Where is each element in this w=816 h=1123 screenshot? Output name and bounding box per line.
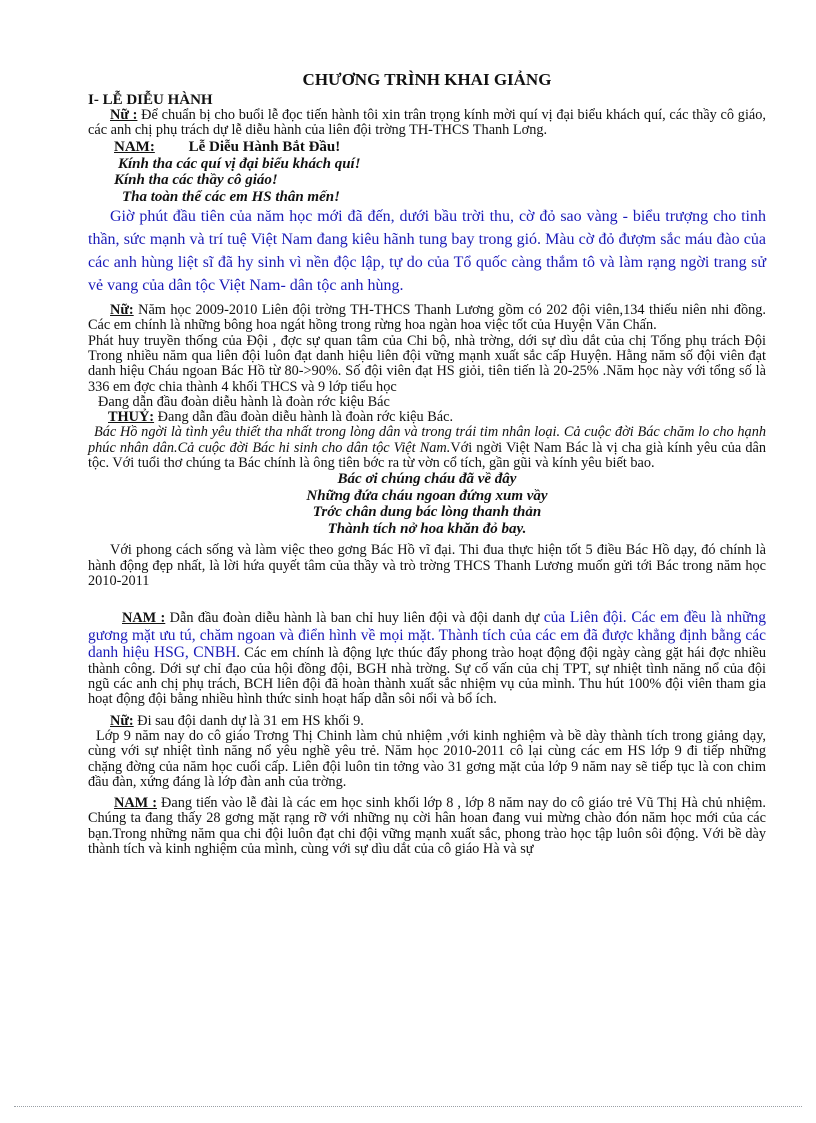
poem-line: Trớc chân dung bác lòng thanh thản bbox=[312, 504, 542, 521]
page-bottom-divider bbox=[14, 1106, 802, 1107]
speaker-label: Nữ: bbox=[110, 302, 134, 319]
section-heading: I- LỄ DIỄU HÀNH bbox=[88, 92, 213, 108]
greeting-line: Kính tha các thầy cô giáo! bbox=[114, 172, 278, 189]
paragraph-grade8: NAM : Đang tiến vào lễ đài là các em học sinh khối lớp 8 , lớp 8 năm nay do cô giáo trẻ Vũ Thị Hà chủ nhiệm. Chúng ta đang thấy 28 gơng mặt rạng rỡ với những nụ cời hân hoan đang vui mừng chào đón năm học mới của các bạn.Trong những năm qua chi đội luôn đạt chi đội vững mạnh xuất sắc, phong trào học tập luôn sôi động. Với bề dày thành tích và kinh nghiệm của mình, cùng với sự dìu dắt của cô giáo Hà và sự bbox=[88, 795, 766, 858]
speaker-label: NAM: bbox=[114, 138, 155, 155]
poem-line: Những đứa cháu ngoan đứng xum vầy bbox=[306, 487, 548, 504]
document-title: CHƯƠNG TRÌNH KHAI GIẢNG bbox=[302, 70, 552, 89]
paragraph-uncle-ho: Bác Hồ ngời là tình yêu thiết tha nhất trong lòng dân và trong trái tim nhân loại. Cả cuộc đời Bác chăm lo cho hạnh phúc nhân dân.Cả cuộc đời Bác hi sinh cho dân tộc Việt Nam.Với ngời Việt Nam Bác là vị cha già kính yêu của dân tộc. Với tuổi thơ chúng ta Bác chính là ông tiên bớc ra từ vờn cổ tích, gần gũi và kính yêu biết bao. bbox=[88, 424, 766, 472]
greeting-line: Tha toàn thể các em HS thân mến! bbox=[122, 188, 340, 205]
speaker-label: THUỶ: bbox=[108, 409, 155, 426]
speaker-label: Nữ : bbox=[110, 107, 138, 123]
paragraph-female-intro: Nữ : Để chuẩn bị cho buổi lễ đọc tiến hành tôi xin trân trọng kính mời quí vị đại biểu khách quí, các thầy cô giáo, các anh chị phụ trách dự lễ diễu hành của liên đội trờng TH-THCS Thanh Lơng. bbox=[88, 107, 766, 139]
paragraph-flag-blue: Giờ phút đầu tiên của năm học mới đã đến, dưới bầu trời thu, cờ đỏ sao vàng - biểu trượng cho tinh thần, sức mạnh và trí tuệ Việt Nam đang kiêu hãnh tung bay trong gió. Màu cờ đỏ đượm sắc máu đào của các anh hùng liệt sĩ đã hy sinh vì nền độc lập, tự do của Tổ quốc càng thắm tô và làm rạng ngời trang sử vẻ vang của dân tộc Việt Nam- dân tộc anh hùng. bbox=[88, 208, 766, 295]
document-page bbox=[88, 70, 766, 857]
paragraph-leading: Đang dẫn đầu đoàn diễu hành là đoàn rớc kiệu Bác bbox=[98, 393, 390, 410]
greeting-line: Kính tha các quí vị đại biểu khách quí! bbox=[118, 155, 361, 172]
paragraph-honor-guard: NAM : Dẫn đầu đoàn diễu hành là ban chỉ huy liên đội và đội danh dự của Liên đội. Các em đều là những gương mặt ưu tú, chăm ngoan và điển hình về mọi mặt. Thành tích của các em đã được khẳng định bằng các danh hiệu HSG, CNBH. Các em chính là động lực thúc đẩy phong trào hoạt động đội ngày càng gặt hái đợc nhiều thành công. Dới sự chỉ đạo của hội đồng đội, BGH nhà trờng. Sự cố vấn của chị TPT, sự nhiệt tình năng nổ của đội ngũ các anh chị phụ trách, BCH liên đội đã hoàn thành xuất sắc nhiệm vụ của mình. Thu hút 100% đội viên tham gia hoạt động đội bằng nhiều hình thức sinh hoạt hấp dẫn sôi nổi và bổ ích. bbox=[88, 609, 766, 708]
speaker-label: NAM : bbox=[114, 795, 157, 812]
poem-line: Thành tích nở hoa khăn đỏ bay. bbox=[327, 520, 527, 537]
paragraph-thuy: THUỶ: Đang dẫn đầu đoàn diễu hành là đoàn rớc kiệu Bác. bbox=[108, 409, 454, 426]
paragraph-school-year: Nữ: Năm học 2009-2010 Liên đội trờng TH-THCS Thanh Lương gồm có 202 đội viên,134 thiếu niên nhi đồng. Các em chính là những bông hoa ngát hồng trong rừng hoa ngàn hoa việc tốt của Huyện Văn Chấn. bbox=[88, 302, 766, 334]
paragraph-grade9-intro: Nữ: Đi sau đội danh dự là 31 em HS khối 9. bbox=[110, 712, 364, 729]
paragraph-male-start: NAM: Lễ Diễu Hành Bắt Đầu! bbox=[114, 138, 341, 155]
paragraph-grade9: Lớp 9 năm nay do cô giáo Trơng Thị Chinh làm chủ nhiệm ,với kinh nghiệm và bề dày thành tích trong giảng dạy, cùng với sự nhiệt tình năng nổ yêu nghề yêu trẻ. Năm học 2010-2011 cô lại cùng các em HS lớp 9 đi tiếp những chặng đờng của năm học cuối cấp. Liên đội luôn tin tởng vào 31 gơng mặt của lớp 9 năm nay sẽ tiếp tục là con chim đầu đàn, xứng đáng là lớp đàn anh của trờng. bbox=[88, 727, 766, 790]
paragraph-tradition: Phát huy truyền thống của Đội , đợc sự quan tâm của Chi bộ, nhà trờng, dới sự dìu dắt của chị Tổng phụ trách Đội Trong nhiều năm qua liên đội luôn đạt danh hiệu liên đội vững mạnh xuất sắc cấp Huyện. Hằng năm số đội viên đạt danh hiệu Cháu ngoan Bác Hồ từ 80->90%. Số đội viên đạt HS giỏi, tiên tiến là 20-25% .Năm học này với tổng số là 336 em đợc chia thành 4 khối THCS và 9 lớp tiểu học bbox=[88, 332, 766, 395]
speaker-label: NAM : bbox=[122, 610, 166, 627]
paragraph-lifestyle: Với phong cách sống và làm việc theo gơng Bác Hồ vĩ đại. Thi đua thực hiện tốt 5 điều Bác Hồ dạy, đó chính là hành động đẹp nhất, là lời hứa quyết tâm của thầy và trò trờng THCS Thanh Lương muốn gửi tới Bác trong năm học 2010-2011 bbox=[88, 542, 766, 589]
speaker-label: Nữ: bbox=[110, 712, 134, 729]
poem-line: Bác ơi chúng cháu đã về đây bbox=[337, 471, 517, 488]
